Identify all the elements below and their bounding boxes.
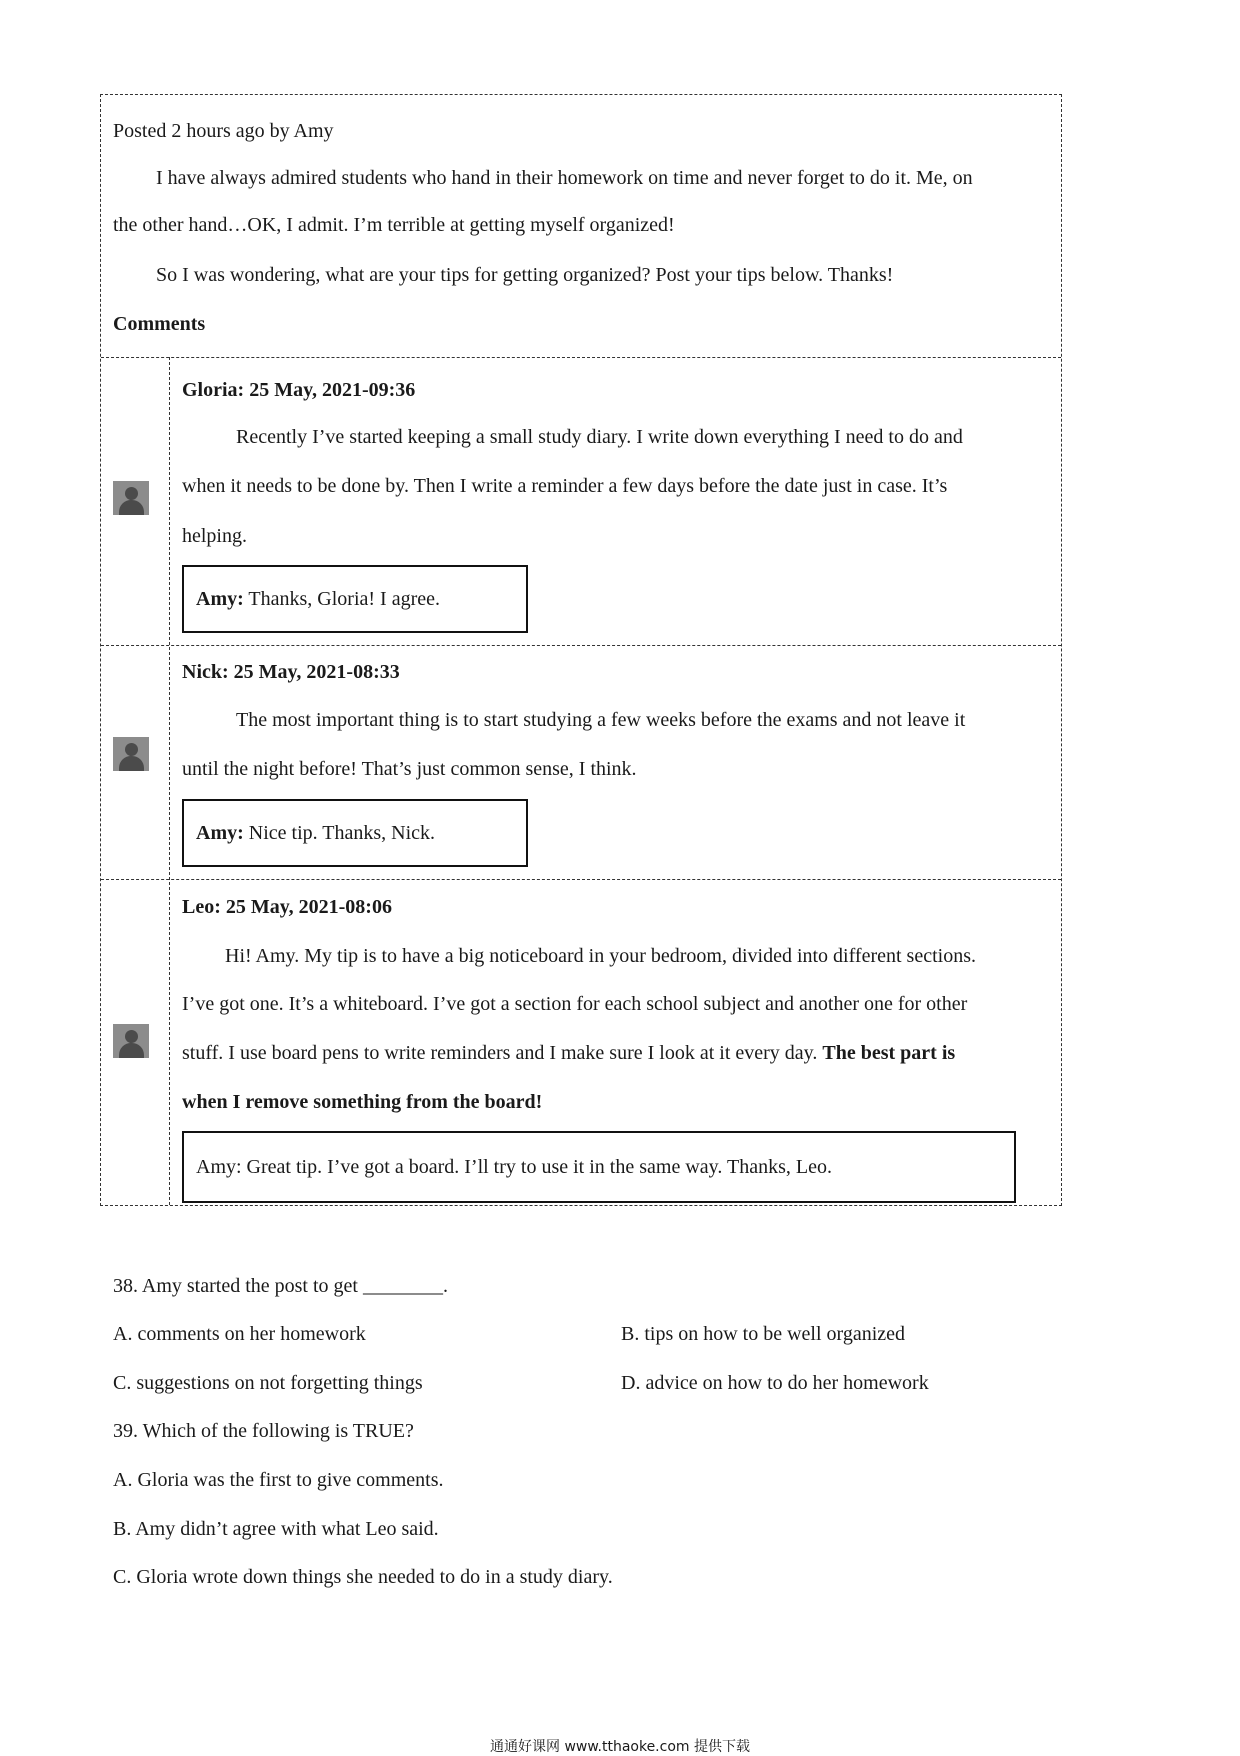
- post-paragraph-1-line-2: the other hand…OK, I admit. I’m terrible at getting myself organized!: [113, 214, 675, 236]
- reply-text: Thanks, Gloria! I agree.: [243, 587, 440, 610]
- comment-line: helping.: [182, 525, 247, 547]
- comment-bold-text: when I remove something from the board!: [182, 1091, 543, 1113]
- post-paragraph-2: So I was wondering, what are your tips for getting organized? Post your tips below. Thanks!: [156, 264, 894, 286]
- post-meta: Posted 2 hours ago by Amy: [113, 120, 334, 142]
- comment-line: The most important thing is to start studying a few weeks before the exams and not leave it: [236, 709, 966, 731]
- question-39: 39. Which of the following is TRUE?: [113, 1420, 414, 1442]
- post-paragraph-1-line-1: I have always admired students who hand in their homework on time and never forget to do it. Me, on: [156, 167, 973, 189]
- option-38-c: C. suggestions on not forgetting things: [113, 1372, 423, 1394]
- option-39-a: A. Gloria was the first to give comments.: [113, 1469, 444, 1491]
- comment-line: Hi! Amy. My tip is to have a big noticeboard in your bedroom, divided into different sections.: [225, 945, 976, 967]
- comment-line: until the night before! That’s just common sense, I think.: [182, 758, 637, 780]
- reply-text: Amy: Great tip. I’ve got a board. I’ll try to use it in the same way. Thanks, Leo.: [196, 1155, 832, 1178]
- option-38-b: B. tips on how to be well organized: [621, 1323, 906, 1345]
- option-38-a: A. comments on her homework: [113, 1323, 366, 1345]
- reply-box: [182, 1131, 1016, 1203]
- page-footer: 通通好课网 www.tthaoke.com 提供下载: [490, 1739, 750, 1755]
- reply-box: [182, 799, 528, 867]
- divider: [101, 645, 1061, 646]
- comment-header: Leo: 25 May, 2021-08:06: [182, 896, 392, 918]
- avatar: [113, 481, 149, 515]
- avatar: [113, 737, 149, 771]
- comment-line: when it needs to be done by. Then I write a reminder a few days before the date just in case. It’s: [182, 475, 948, 497]
- comment-header: Nick: 25 May, 2021-08:33: [182, 661, 400, 683]
- reply-author: Amy:: [196, 821, 244, 844]
- comment-line: Recently I’ve started keeping a small study diary. I write down everything I need to do and: [236, 426, 963, 448]
- comment-header: Gloria: 25 May, 2021-09:36: [182, 379, 416, 401]
- comment-line: stuff. I use board pens to write reminders and I make sure I look at it every day. The best part is: [182, 1042, 956, 1064]
- divider: [101, 879, 1061, 880]
- reply-author: Amy:: [196, 587, 244, 610]
- reply-text: Nice tip. Thanks, Nick.: [243, 821, 436, 844]
- option-39-b: B. Amy didn’t agree with what Leo said.: [113, 1518, 439, 1540]
- question-38: 38. Amy started the post to get ________.: [113, 1275, 448, 1297]
- comment-line: I’ve got one. It’s a whiteboard. I’ve got a section for each school subject and another one for other: [182, 993, 968, 1015]
- option-39-c: C. Gloria wrote down things she needed to do in a study diary.: [113, 1566, 613, 1588]
- reply-box: [182, 565, 528, 633]
- comment-bold-text: The best part is: [822, 1042, 956, 1064]
- avatar: [113, 1024, 149, 1058]
- divider: [101, 357, 1061, 358]
- forum-post: [100, 94, 1062, 1206]
- option-38-d: D. advice on how to do her homework: [621, 1372, 929, 1394]
- comments-heading: Comments: [113, 313, 206, 335]
- avatar-column-divider: [169, 357, 170, 1205]
